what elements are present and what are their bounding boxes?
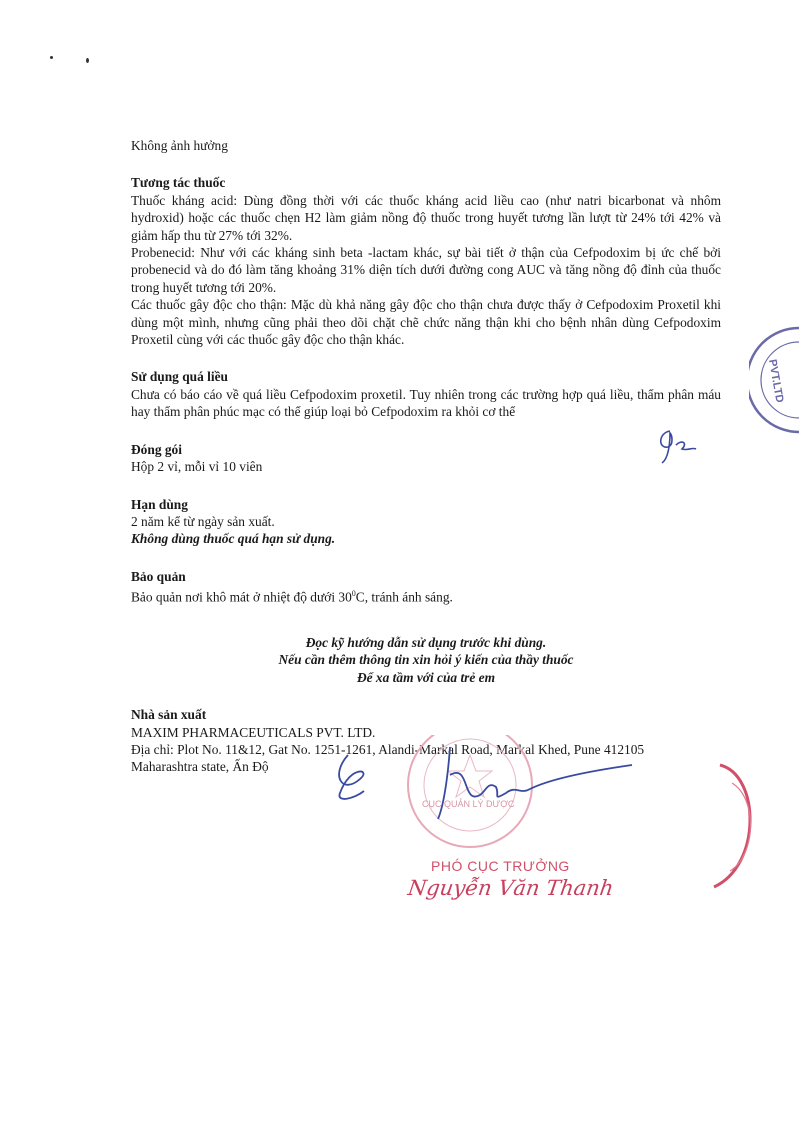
company-stamp-partial (749, 320, 799, 440)
storage-superscript: 0 (351, 589, 356, 599)
expiry-heading: Hạn dùng (131, 496, 188, 512)
manufacturer-heading: Nhà sản xuất (131, 707, 207, 723)
seal-text: CỤC QUẢN LÝ DƯỢC (422, 799, 515, 809)
notice-line-3: Để xa tầm với của trẻ em (356, 669, 496, 685)
expiry-text: 2 năm kể từ ngày sản xuất. (131, 513, 275, 529)
initials-signature (652, 425, 702, 465)
scan-dot (50, 56, 53, 59)
interactions-paragraph: Probenecid: Như với các kháng sinh beta -lactam khác, sự bài tiết ở thận của Cefpodoxim bị ức chế bởi probenecid và do đó làm tăng khoảng 31% diện tích dưới đường cong AUC và tăng nồng độ đỉnh của thuốc trong huyết tương tới 20%. (131, 245, 721, 295)
storage-text-before: Bảo quản nơi khô mát ở nhiệt độ dưới 30 (131, 589, 352, 605)
notice-line-1: Đọc kỹ hướng dẫn sử dụng trước khi dùng. (305, 635, 547, 650)
scan-dot (86, 58, 89, 63)
interactions-heading: Tương tác thuốc (131, 175, 226, 191)
red-seal-partial (700, 755, 799, 895)
signatory-title: PHÓ CỤC TRƯỞNG (431, 858, 570, 874)
notice-line-2: Nếu cần thêm thông tin xin hỏi ý kiến của thầy thuốc (278, 652, 574, 668)
expiry-warning: Không dùng thuốc quá hạn sử dụng. (131, 531, 336, 547)
storage-text-after: C, tránh ánh sáng. (355, 589, 453, 605)
notice-block (131, 634, 721, 686)
signatory-name: Nguyễn Văn Thanh (406, 876, 616, 900)
official-signature-seal (320, 735, 640, 865)
document-body (131, 137, 721, 776)
packaging-heading: Đóng gói (131, 441, 182, 457)
storage-heading: Bảo quản (131, 568, 186, 584)
manufacturer-name: MAXIM PHARMACEUTICALS PVT. LTD. (131, 724, 376, 740)
overdose-text: Chưa có báo cáo về quá liều Cefpodoxim proxetil. Tuy nhiên trong các trường hợp quá liều, thẩm phân máu hay thẩm phân phúc mạc có thể giúp loại bỏ Cefpodoxim ra khỏi cơ thể (131, 386, 721, 420)
intro-line: Không ảnh hưởng (131, 138, 228, 153)
packaging-text: Hộp 2 vỉ, mỗi vỉ 10 viên (131, 459, 263, 475)
manufacturer-address: Địa chỉ: Plot No. 11&12, Gat No. 1251-1261, Alandi-Markal Road, Markal Khed, Pune 412105 (131, 742, 645, 758)
interactions-paragraph: Thuốc kháng acid: Dùng đồng thời với các thuốc kháng acid liều cao (như natri bicarbonat và nhôm hydroxid) hoặc các thuốc chẹn H2 làm giảm nồng độ thuốc trong huyết tương lần lượt từ 24% tới 42% và giảm hấp thu từ 27% tới 32%. (131, 192, 721, 243)
interactions-paragraph: Các thuốc gây độc cho thận: Mặc dù khả năng gây độc cho thận chưa được thấy ở Cefpodoxim Proxetil khi dùng một mình, nhưng cũng phải theo dõi chặt chẽ chức năng thận khi cho bệnh nhân dùng Cefpodoxim Proxetil cùng với các thuốc gây độc cho thận khác. (131, 297, 721, 348)
manufacturer-country: Maharashtra state, Ấn Độ (131, 759, 269, 775)
overdose-heading: Sử dụng quá liều (131, 369, 228, 385)
storage-text (131, 585, 721, 606)
company-stamp-text: PVT.LTD (766, 358, 786, 404)
